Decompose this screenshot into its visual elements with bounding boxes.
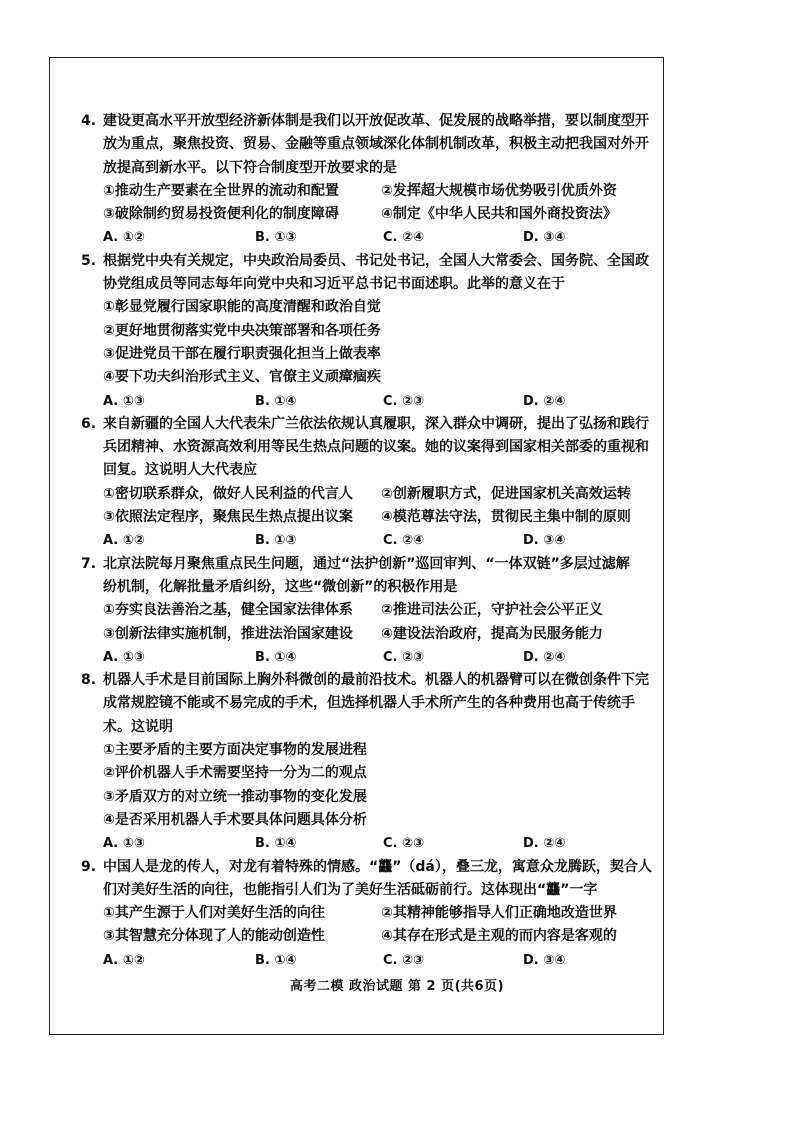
answer-choice: D. ②④ (523, 649, 566, 665)
answer-choice: A. ①② (103, 533, 145, 549)
statement-option: ①其产生源于人们对美好生活的向往 (103, 905, 325, 922)
answer-choices (81, 390, 661, 413)
statement-option: ③矛盾双方的对立统一推动事物的变化发展 (103, 788, 367, 805)
answer-choice: A. ①③ (103, 836, 145, 852)
answer-choice: D. ②④ (523, 836, 566, 852)
answer-choice: C. ②④ (383, 230, 425, 246)
question-stem-line: 来自新疆的全国人大代表朱广兰依法依规认真履职，深入群众中调研，提出了弘扬和践行 (103, 415, 649, 432)
question-stem-first-line (81, 110, 661, 133)
question-stem-line: 中国人是龙的传人，对龙有着特殊的情感。“龘”（dá），叠三龙，寓意众龙腾跃，契合人 (103, 858, 652, 875)
answer-choice: A. ①② (103, 230, 145, 246)
statement-option: ②其精神能够指导人们正确地改造世界 (381, 905, 617, 922)
question-stem-line: 协党组成员等同志每年向党中央和习近平总书记书面述职。此举的意义在于 (103, 276, 565, 293)
question-stem-line: 机器人手术是目前国际上胸外科微创的最前沿技术。机器人的机器臂可以在微创条件下完 (103, 672, 649, 689)
question-stem-first-line (81, 413, 661, 436)
answer-choice: A. ①③ (103, 649, 145, 665)
statement-options (81, 599, 661, 646)
statement-option: ②发挥超大规模市场优势吸引优质外资 (381, 182, 617, 199)
statement-option: ①推动生产要素在全世界的流动和配置 (103, 182, 339, 199)
statement-option: ②评价机器人手术需要坚持一分为二的观点 (103, 765, 367, 782)
question-stem-first-line (81, 250, 661, 273)
answer-choice: A. ①③ (103, 393, 145, 409)
statement-option: ②创新履职方式，促进国家机关高效运转 (381, 485, 631, 502)
answer-choices (81, 226, 661, 249)
question-stem-line: 建设更高水平开放型经济新体制是我们以开放促改革、促发展的战略举措，要以制度型开 (103, 113, 649, 129)
answer-choice: C. ②③ (383, 393, 425, 409)
answer-choice: A. ①② (103, 952, 145, 968)
statement-option: ④建设法治政府，提高为民服务能力 (381, 625, 603, 642)
question-6 (81, 413, 661, 553)
statement-option: ③创新法律实施机制，推进法治国家建设 (103, 625, 353, 642)
answer-choice: B. ①④ (255, 952, 297, 968)
question-stem-line: 回复。这说明人大代表应 (103, 462, 257, 479)
answer-choices (81, 529, 661, 552)
statement-option: ①夯实良法善治之基，健全国家法律体系 (103, 602, 353, 619)
question-stem-line: 放提高到新水平。以下符合制度型开放要求的是 (103, 159, 397, 176)
page-footer: 高考二模 政治试题 第 2 页(共6页) (289, 979, 505, 994)
statement-option: ①密切联系群众，做好人民利益的代言人 (103, 485, 353, 502)
statement-option: ③破除制约贸易投资便利化的制度障碍 (103, 206, 339, 223)
answer-choice: B. ①④ (255, 836, 297, 852)
answer-choice: B. ①④ (255, 649, 297, 665)
answer-choice: C. ②③ (383, 952, 425, 968)
question-number: 8. (81, 672, 97, 689)
question-7 (81, 553, 661, 669)
question-stem-line: 们对美好生活的向往，也能指引人们为了美好生活砥砺前行。这体现出“龘”一字 (103, 881, 598, 898)
question-number: 5. (81, 252, 97, 269)
answer-choice: B. ①③ (255, 230, 297, 246)
question-stem-line: 纷机制，化解批量矛盾纠纷，这些“微创新”的积极作用是 (103, 578, 458, 595)
answer-choices (81, 949, 661, 972)
question-stem-line: 根据党中央有关规定，中央政治局委员、书记处书记，全国人大常委会、国务院、全国政 (103, 252, 649, 269)
answer-choices (81, 832, 661, 855)
statement-options (81, 483, 661, 530)
statement-options (81, 180, 661, 227)
question-stem-first-line (81, 669, 661, 692)
answer-choice: B. ①③ (255, 533, 297, 549)
question-stem-line: 成常规腔镜不能或不易完成的手术，但选择机器人手术所产生的各种费用也高于传统手 (103, 695, 635, 712)
statement-option: ③促进党员干部在履行职责强化担当上做表率 (103, 345, 381, 362)
statement-option: ②更好地贯彻落实党中央决策部署和各项任务 (103, 322, 381, 339)
question-number: 6. (81, 415, 97, 432)
answer-choice: D. ③④ (523, 533, 566, 549)
statement-option: ④模范尊法守法，贯彻民主集中制的原则 (381, 509, 631, 526)
question-stem-line: 放为重点，聚焦投资、贸易、金融等重点领域深化体制机制改革，积极主动把我国对外开 (103, 136, 649, 153)
question-number: 9. (81, 858, 97, 875)
statement-option: ③其智慧充分体现了人的能动创造性 (103, 928, 325, 945)
question-8 (81, 669, 661, 855)
question-4 (81, 110, 661, 250)
statement-option: ④制定《中华人民共和国外商投资法》 (381, 206, 617, 223)
question-number: 4. (81, 113, 97, 129)
answer-choice: D. ③④ (523, 952, 566, 968)
answer-choice: D. ③④ (523, 230, 566, 246)
statement-option: ④是否采用机器人手术要具体问题具体分析 (103, 811, 367, 828)
answer-choice: D. ②④ (523, 393, 566, 409)
statement-option: ①彰显党履行国家职能的高度清醒和政治自觉 (103, 299, 381, 316)
question-stem-line: 术。这说明 (103, 718, 173, 735)
statement-option: ①主要矛盾的主要方面决定事物的发展进程 (103, 742, 367, 759)
statement-option: ②推进司法公正，守护社会公平正义 (381, 602, 603, 619)
question-stem-line: 北京法院每月聚焦重点民生问题，通过“法护创新”巡回审判、“一体双链”多层过滤解 (103, 555, 630, 572)
question-stem-line: 兵团精神、水资源高效利用等民生热点问题的议案。她的议案得到国家相关部委的重视和 (103, 439, 649, 456)
statement-option: ④其存在形式是主观的而内容是客观的 (381, 928, 617, 945)
exam-content (81, 110, 661, 972)
answer-choice: B. ①④ (255, 393, 297, 409)
question-stem-first-line (81, 553, 661, 576)
statement-options (81, 902, 661, 949)
statement-option: ④要下功夫纠治形式主义、官僚主义顽瘴痼疾 (103, 369, 381, 386)
answer-choices (81, 646, 661, 669)
question-number: 7. (81, 555, 97, 572)
statement-option: ③依照法定程序，聚焦民生热点提出议案 (103, 509, 353, 526)
question-stem-first-line (81, 856, 661, 879)
answer-choice: C. ②③ (383, 649, 425, 665)
answer-choice: C. ②④ (383, 533, 425, 549)
question-9 (81, 856, 661, 972)
answer-choice: C. ②③ (383, 836, 425, 852)
question-5 (81, 250, 661, 413)
